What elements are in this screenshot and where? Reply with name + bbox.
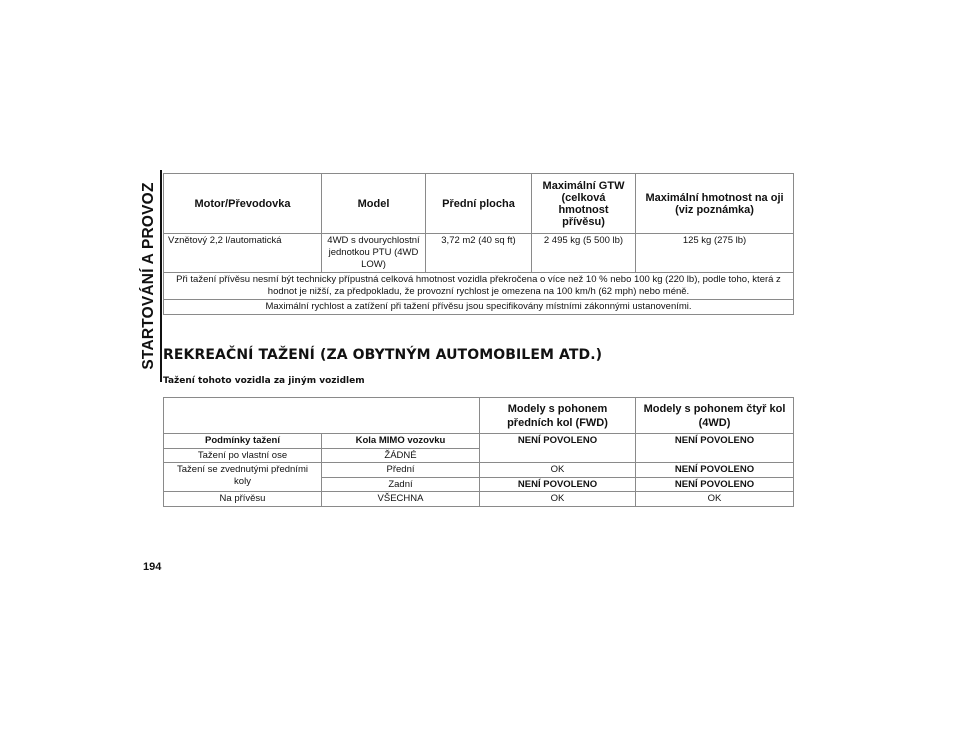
flat-tow-fwd: NENÍ POVOLENO bbox=[480, 434, 636, 463]
tow-subheader-row bbox=[164, 434, 794, 449]
weight-limit-note: Při tažení přívěsu nesmí být technicky přípustná celková hmotnost vozidla překročena o více než 10 % nebo 100 kg (220 lb), podle toho, která z hodnot je nižší, za předpokladu, že provozní rychlost je omezena na 100 km/h (62 mph) nebo méně. bbox=[164, 273, 794, 300]
dolly-front-fwd: OK bbox=[480, 463, 636, 478]
header-max-gtw: Maximální GTW (celková hmotnost přívěsu) bbox=[532, 174, 636, 234]
section-subtitle: Tažení tohoto vozidla za jiným vozidlem bbox=[163, 376, 365, 386]
dolly-rear-wheels: Zadní bbox=[322, 477, 480, 492]
side-divider bbox=[160, 170, 162, 382]
trailer-4wd: OK bbox=[636, 492, 794, 507]
section-side-label: STARTOVÁNÍ A PROVOZ bbox=[140, 182, 157, 370]
cell-front-area: 3,72 m2 (40 sq ft) bbox=[426, 234, 532, 273]
trailer-wheels: VŠECHNA bbox=[322, 492, 480, 507]
col-towing-conditions: Podmínky tažení bbox=[164, 434, 322, 449]
section-side-tab bbox=[138, 170, 160, 382]
dolly-rear-fwd: NENÍ POVOLENO bbox=[480, 477, 636, 492]
spec-note-row-2 bbox=[164, 300, 794, 315]
dolly-rear-4wd: NENÍ POVOLENO bbox=[636, 477, 794, 492]
header-4wd-models: Modely s pohonem čtyř kol (4WD) bbox=[636, 398, 794, 434]
header-model: Model bbox=[322, 174, 426, 234]
cell-model: 4WD s dvourychlostní jednotkou PTU (4WD LOW) bbox=[322, 234, 426, 273]
cell-tongue: 125 kg (275 lb) bbox=[636, 234, 794, 273]
towing-spec-table bbox=[163, 173, 794, 315]
dolly-front-4wd: NENÍ POVOLENO bbox=[636, 463, 794, 478]
header-max-tongue: Maximální hmotnost na oji (viz poznámka) bbox=[636, 174, 794, 234]
speed-load-note: Maximální rychlost a zatížení při tažení přívěsu jsou specifikovány místními zákonnými ustanoveními. bbox=[164, 300, 794, 315]
header-fwd-models: Modely s pohonem předních kol (FWD) bbox=[480, 398, 636, 434]
col-wheels-off-road: Kola MIMO vozovku bbox=[322, 434, 480, 449]
section-title: REKREAČNÍ TAŽENÍ (ZA OBYTNÝM AUTOMOBILEM ATD.) bbox=[163, 347, 603, 363]
spec-note-row bbox=[164, 273, 794, 300]
recreational-towing-table bbox=[163, 397, 794, 507]
flat-tow-label: Tažení po vlastní ose bbox=[164, 448, 322, 463]
tow-header-row bbox=[164, 398, 794, 434]
dolly-tow-label: Tažení se zvednutými předními koly bbox=[164, 463, 322, 492]
header-front-area: Přední plocha bbox=[426, 174, 532, 234]
page-number: 194 bbox=[143, 561, 162, 573]
trailer-fwd: OK bbox=[480, 492, 636, 507]
spec-header-row bbox=[164, 174, 794, 234]
dolly-front-wheels: Přední bbox=[322, 463, 480, 478]
cell-gtw: 2 495 kg (5 500 lb) bbox=[532, 234, 636, 273]
spec-data-row bbox=[164, 234, 794, 273]
tow-header-blank bbox=[164, 398, 480, 434]
flat-tow-4wd: NENÍ POVOLENO bbox=[636, 434, 794, 463]
trailer-label: Na přívěsu bbox=[164, 492, 322, 507]
trailer-row bbox=[164, 492, 794, 507]
flat-tow-wheels: ŽÁDNÉ bbox=[322, 448, 480, 463]
dolly-front-row bbox=[164, 463, 794, 478]
header-engine: Motor/Převodovka bbox=[164, 174, 322, 234]
cell-engine: Vznětový 2,2 l/automatická bbox=[164, 234, 322, 273]
